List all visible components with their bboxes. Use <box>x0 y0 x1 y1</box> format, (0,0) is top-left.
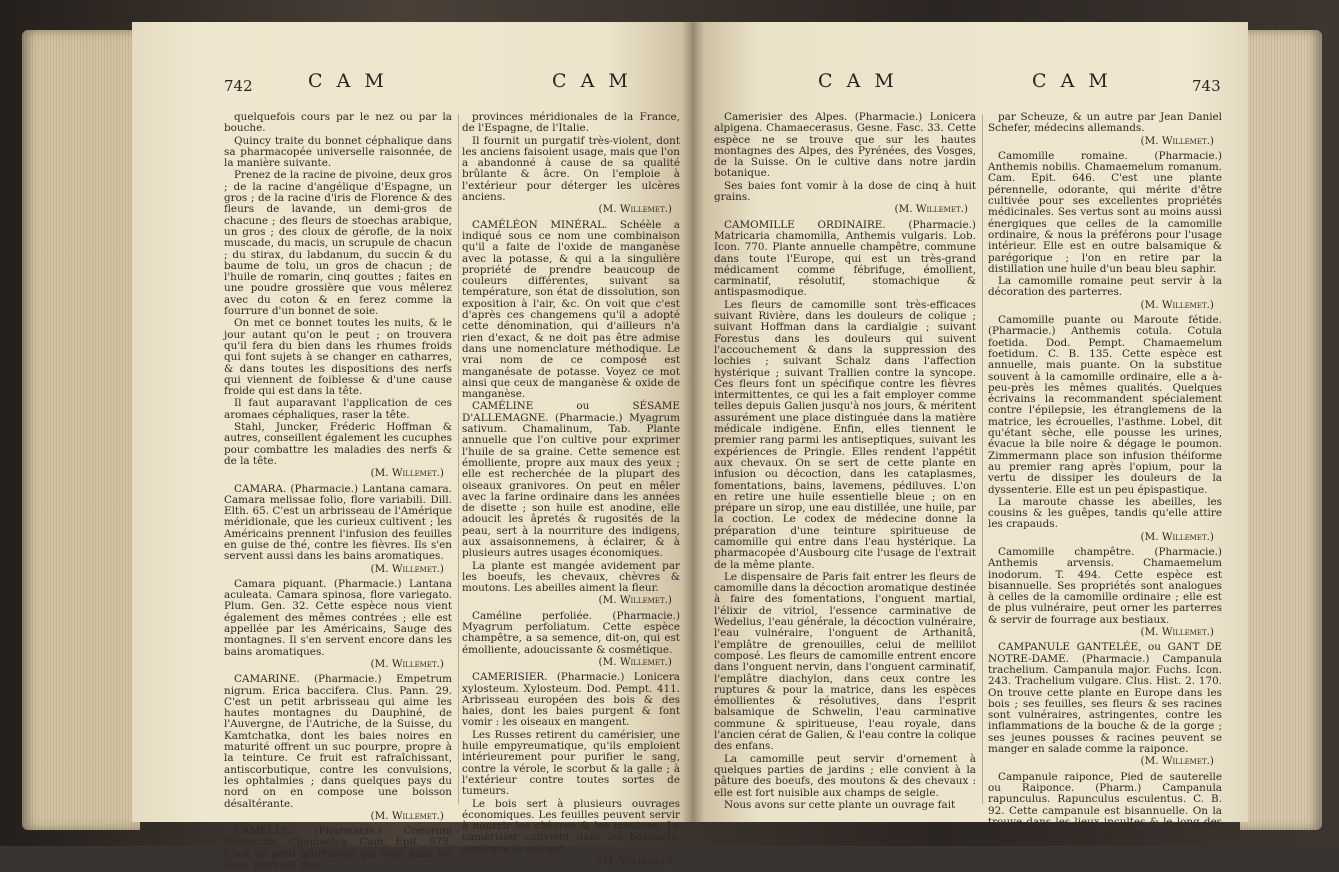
running-head: C A M <box>552 70 632 92</box>
entry-paragraph: Les Russes retirent du camérisier, une huile empyreumatique, qu'ils emploient intérieurement pour purifier le sang, contre la vérole, le scorbut & la galle ; à l'extérieur contre toutes sortes de tumeurs. <box>462 728 680 798</box>
entry-paragraph: quelquefois cours par le nez ou par la bouche. <box>224 111 452 135</box>
author-signature: (M. Willemet.) <box>1140 134 1214 147</box>
page-number: 742 <box>224 77 253 95</box>
running-head: C A M <box>308 70 388 92</box>
author-signature: (M. Willemet.) <box>598 594 672 607</box>
entry-paragraph: La camomille romaine peut servir à la décoration des parterres. <box>988 275 1222 299</box>
entry-paragraph: La maroute chasse les abeilles, les cousins & les guêpes, tandis qu'elle attire les crapauds. <box>988 495 1222 531</box>
text-column <box>988 112 1222 840</box>
entry-paragraph: Ses baies font vomir à la dose de cinq à huit grains. <box>714 179 976 204</box>
entry-paragraph: CAMARINE. (Pharmacie.) Empetrum nigrum. Erica baccifera. Clus. Pann. 29. C'est un petit arbrisseau qui aime les hautes montagnes du Dauphiné, de l'Auvergne, de l'Autriche, de la Suisse, du Kamtchatka, dont les baies noires en maturité offrent un suc pourpre, propre à la teinture. Ce fruit est rafraîchissant, antiscorbutique, contre les convulsions, les ophtalmies ; dans quelques pays du nord on en compose une boisson désaltérante. <box>224 673 452 810</box>
author-signature: (M. Willemet.) <box>1140 298 1214 311</box>
entry-paragraph: CAMÉLINE ou SÉSAME D'ALLEMAGNE. (Pharmacie.) Myagrum sativum. Chamalinum, Tab. Plante annuelle que l'on cultive pour exprimer l'huile de sa graine. Cette semence est émolliente, propre aux maux des yeux ; elle est recherchée de la plupart des oiseaux granivores. On peut en mêler avec la farine ordinaire dans les années de disette ; son huile est anodine, elle adoucit les âpretés & rugosités de la peau, sert à la nourriture des indigens, aux assaisonnemens, à éclairer, & à plusieurs autres usages économiques. <box>462 400 680 560</box>
author-signature: (M. Willemet.) <box>370 562 444 575</box>
entry-paragraph: La camomille peut servir d'ornement à quelques parties de jardins ; elle convient à la pâture des boeufs, des moutons & des chevaux : elle est fort nuisible aux champs de seigle. <box>714 752 976 799</box>
text-column <box>462 112 680 871</box>
text-column <box>714 112 976 812</box>
entry-paragraph: Il faut auparavant l'application de ces aromaes céphaliques, raser la tête. <box>224 397 452 421</box>
entry-paragraph: CAMELÉE. (Pharmacie.) Cneorum tricoccum. Chamaelea. Cam. Epit. 973. C'est un petit arbrisseau qui croit dans les lieux pierreux des <box>224 825 452 871</box>
entry-paragraph: CAMÉLÉON MINÉRAL. Schéèle a indiqué sous ce nom une combinaison qu'il a faite de l'oxide de manganèse avec la potasse, & qui a la singulière propriété de prendre beaucoup de couleurs différentes, suivant sa température, son état de dissolution, son exposition à l'air, &c. On voit que c'est d'après ces changemens qu'il a adopté cette dénomination, qui d'ailleurs n'a rien d'exact, & ne doit pas être admise dans une nomenclature méthodique. Le vrai nom de ce composé est manganésate de potasse. Voyez ce mot ainsi que ceux de manganèse & oxide de manganèse. <box>462 218 680 401</box>
right-page-edges <box>1240 30 1322 830</box>
author-signature: (M. Willemet.) <box>598 855 672 867</box>
entry-paragraph: Prenez de la racine de pivoine, deux gros ; de la racine d'angélique d'Espagne, un gros ; de la racine d'iris de Florence & des fleurs de lavande, un demi-gros de chacune ; des fleurs de stoechas arabique, un gros ; des cloux de gérofle, de la noix muscade, du macis, un scrupule de chacun ; du stirax, du labdanum, du succin & du baume de tolu, un gros de chacun ; de l'huile de romarin, cinq gouttes ; faites en une poudre grossière que vous mêlerez avec du coton & en ferez comme la fourrure d'un bonnet de soie. <box>224 169 452 318</box>
left-page-edges <box>22 30 140 830</box>
entry-paragraph: provinces méridionales de la France, de l'Espagne, de l'Italie. <box>462 111 680 135</box>
column-rule <box>458 114 459 804</box>
entry-paragraph: Le bois sert à plusieurs ouvrages économiques. Les feuilles peuvent servir à nourrir les chèvres & les moutons. Le camérisier convient dans les bosquets, ainsi que le suivant. <box>462 797 680 855</box>
entry-paragraph: La plante est mangée avidement par les boeufs, les chevaux, chèvres & moutons. Les abeilles aiment la fleur. <box>462 559 680 595</box>
author-signature: (M. Willemet.) <box>598 203 672 216</box>
entry-paragraph: CAMPANULE GANTELÉE, ou GANT DE NOTRE-DAME. (Pharmacie.) Campanula trachelium. Campanula major. Fuchs. Icon. 243. Trachelium vulgare. Clus. Hist. 2. 170. On trouve cette plante en Europe dans les bois ; ses feuilles, ses fleurs & ses racines sont vulnéraires, astringentes, contre les inflammations de la bouche & de la gorge ; ses jeunes pousses & racines peuvent se manger en salade comme la raiponce. <box>988 641 1222 756</box>
left-page <box>132 22 692 871</box>
entry-paragraph: Camomille puante ou Maroute fétide. (Pharmacie.) Anthemis cotula. Cotula foetida. Dod. Pempt. Chamaemelum foetidum. C. B. 135. Cette espèce est annuelle, mais puante. On la substitue souvent à la camomille ordinaire, elle a à-peu-près les mêmes qualités. Quelques écrivains la recommandent spécialement contre l'épilepsie, les étranglemens de la matrice, les écrouelles, l'asthme. Lobel, dit qu'étant sèche, elle pousse les urines, évacue la bile noire & dégage le poumon. Zimmermann place son infusion théiforme au premier rang après l'opium, pour la vertu de dissiper les douleurs de la dyssenterie. Elle est un peu épispastique. <box>988 314 1222 496</box>
entry-paragraph: Camerisier des Alpes. (Pharmacie.) Lonicera alpigena. Chamaecerasus. Gesne. Fasc. 33. Cette espèce ne se trouve que sur les hautes montagnes des Alpes, des Pyrénées, des Vosges, de la Suisse. On le cultive dans notre jardin botanique. <box>714 111 976 180</box>
author-signature: (M. Willemet.) <box>370 467 444 480</box>
right-page <box>692 22 1248 840</box>
running-head: C A M <box>818 70 898 92</box>
entry-paragraph: CAMARA. (Pharmacie.) Lantana camara. Camara melissae folio, flore variabili. Dill. Elth. 65. C'est un arbrisseau de l'Amérique méridionale, que les curieux cultivent ; les Américains prennent l'infusion des feuilles en guise de thé, contre les fièvres. Ils s'en servent aussi dans les bains aromatiques. <box>224 482 452 563</box>
author-signature: (M. Willemet.) <box>598 655 672 668</box>
entry-paragraph: CAMOMILLE ORDINAIRE. (Pharmacie.) Matricaria chamomilla, Anthemis vulgaris. Lob. Icon. 770. Plante annuelle champêtre, commune dans toute l'Europe, qui est un très-grand médicament comme fébrifuge, émollient, carminatif, résolutif, stomachique & antispasmodique. <box>714 218 976 299</box>
running-head: C A M <box>1032 70 1112 92</box>
author-signature: (M. Willemet.) <box>894 203 968 216</box>
entry-paragraph: Le dispensaire de Paris fait entrer les fleurs de camomille dans la décoction aromatique destinée à faire des fomentations, l'onguent martial, l'élixir de vitriol, l'essence carminative de Wedelius, l'eau générale, la décoction vulnéraire, l'eau vulnéraire, l'onguent de Arthanitâ, l'emplâtre de grenouilles, celui de mellilot composé. Les fleurs de camomille entrent encore dans l'onguent nervin, dans l'onguent carminatif, l'emplâtre diachylon, dans ceux contre les ruptures & pour la matrice, dans les espèces émollientes & résolutives, dans l'esprit balsamique de Schwelin, l'eau carminative commune & spiritueuse, l'eau royale, dans l'ancien cérat de Galien, & l'eau contre la colique des enfans. <box>714 570 976 753</box>
entry-paragraph: par Scheuze, & un autre par Jean Daniel Schefer, médecins allemands. <box>988 111 1222 135</box>
page-number: 743 <box>1192 77 1221 95</box>
text-column <box>224 112 452 872</box>
author-signature: (M. Willemet.) <box>370 809 444 822</box>
entry-paragraph: Campanule raiponce, Pied de sauterelle ou Raiponce. (Pharm.) Campanula rapunculus. Rapunculus esculentus. C. B. 92. Cette campanule est bisannuelle. On la trouve dans les lieux incultes & le long des haies, en France, en Au- <box>988 770 1222 840</box>
column-rule <box>982 114 983 804</box>
entry-paragraph: Camomille romaine. (Pharmacie.) Anthemis nobilis. Chamaemelum romanum. Cam. Epit. 646. C'est une plante pérennelle, odorante, qui mérite d'être cultivée pour ses excellentes propriétés médicinales. Ses vertus sont au moins aussi énergiques que celles de la camomille ordinaire, & nous la préférons pour l'usage intérieur. Elle est en outre balsamique & parégorique ; l'on en retire par la distillation une huile d'un beau bleu saphir. <box>988 149 1222 275</box>
entry-paragraph: Stahl, Juncker, Fréderic Hoffman & autres, conseillent également les cucuphes pour combattre les maladies des nerfs & de la tête. <box>224 421 452 467</box>
entry-paragraph: Camomille champêtre. (Pharmacie.) Anthemis arvensis. Chamaemelum inodorum. T. 494. Cette espèce est bisannuelle. Ses propriétés sont analogues à celles de la camomille ordinaire ; elle est de plus vulnéraire, peut orner les parterres & servir de fourrage aux bestiaux. <box>988 545 1222 626</box>
entry-paragraph: On met ce bonnet toutes les nuits, & le jour autant qu'on le peut ; on trouvera qu'il fera du bien dans les rhumes froids qui font sujets à se changer en catharres, & dans toutes les dispositions des nerfs qui viennent de foiblesse & d'une cause froide qui est dans la tête. <box>224 317 452 398</box>
entry-paragraph: Camara piquant. (Pharmacie.) Lantana aculeata. Camara spinosa, flore variegato. Plum. Gen. 32. Cette espèce nous vient également des mêmes contrées ; elle est appellée par les Américains, Sauge des montagnes. Il s'en servent encore dans les bains aromatiques. <box>224 577 452 658</box>
entry-paragraph: Nous avons sur cette plante un ouvrage fait <box>724 798 956 811</box>
author-signature: (M. Willemet.) <box>1140 755 1214 768</box>
author-signature: (M. Willemet.) <box>370 657 444 670</box>
author-signature: (M. Willemet.) <box>1140 626 1214 639</box>
entry-paragraph: Quincy traite du bonnet céphalique dans sa pharmacopée universelle raisonnée, de la manière suivante. <box>224 134 452 170</box>
entry-paragraph: Il fournit un purgatif très-violent, dont les anciens faisoient usage, mais que l'on a abandonné à cause de sa qualité brûlante & âcre. On l'emploie à l'extérieur pour déterger les ulcères anciens. <box>462 134 680 204</box>
entry-paragraph: Les fleurs de camomille sont très-efficaces suivant Rivière, dans les douleurs de colique ; suivant Hoffman dans la cardialgie ; suivant Forestus dans les douleurs qui suivent l'accouchement & dans la suppression des lochies ; suivant Schalz dans l'affection hystérique ; suivant Trallien contre la syncope. Ces fleurs font un spécifique contre les fièvres intermittentes, ce qui les a fait employer comme telles depuis Galien jusqu'à nos jours, & méritent assurément une place distinguée dans la matière médicale indigène. Enfin, elles tiennent le premier rang parmi les antiseptiques, suivant les expériences de Pringle. Elles rendent l'appétit aux chevaux. On se sert de cette plante en infusion ou décoction, dans les cataplasmes, fomentations, bains, lavemens, pédiluves. L'on en retire une huile essentielle bleue ; on en prépare un sirop, une eau distillée, une huile, par la coction. Le codex de médecine donne la préparation d'une teinture spiritueuse de camomille qui entre dans l'eau hystérique. La pharmacopée d'Ausbourg cite l'usage de l'extrait de la même plante. <box>714 298 976 571</box>
book-gutter <box>682 22 704 822</box>
entry-paragraph: CAMERISIER. (Pharmacie.) Lonicera xylosteum. Xylosteum. Dod. Pempt. 411. Arbrisseau européen des bois & des haies, dont les baies purgent & font vomir : les oiseaux en mangent. <box>462 671 680 729</box>
author-signature: (M. Willemet.) <box>1140 530 1214 543</box>
entry-paragraph: Caméline perfoliée. (Pharmacie.) Myagrum perfoliatum. Cette espèce champêtre, a sa semence, dit-on, qui est émolliente, adoucissante & cosmétique. <box>462 609 680 656</box>
